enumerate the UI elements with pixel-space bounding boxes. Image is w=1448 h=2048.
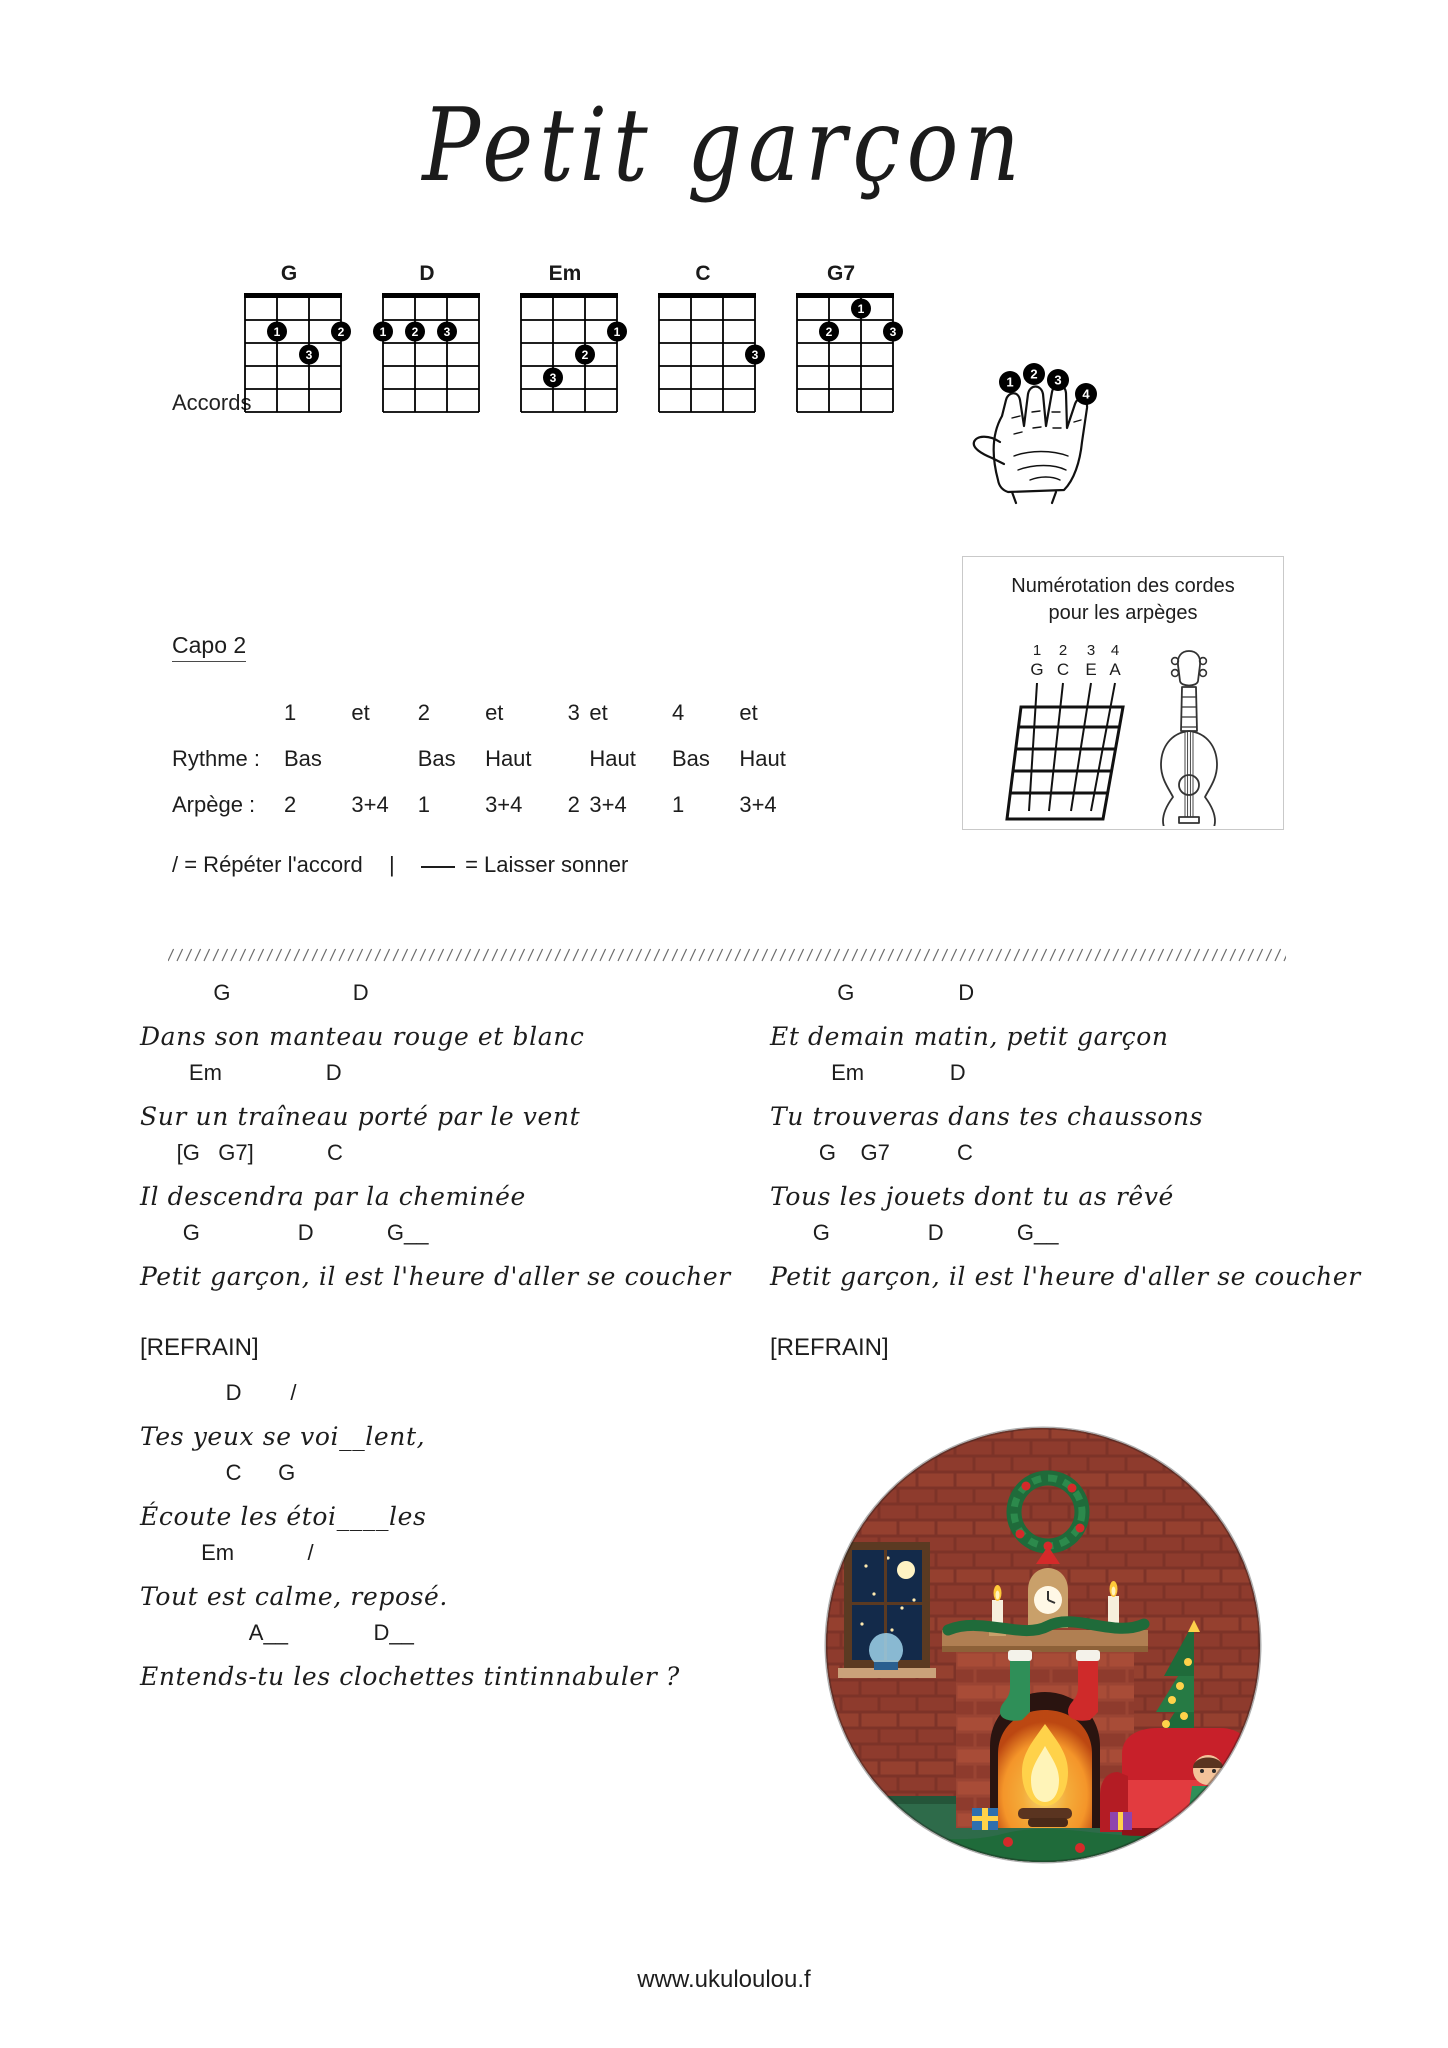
arpege-4: 2: [567, 792, 580, 817]
lyrics-column-right: [770, 980, 1410, 1380]
lyric-line: Et demain matin, petit garçon: [770, 1022, 1169, 1051]
string-box-illustration: [963, 641, 1283, 826]
string-box-title-line2: pour les arpèges: [1048, 602, 1198, 624]
chord-name: C: [695, 262, 711, 285]
arpege-7: 3+4: [739, 792, 777, 817]
chord-grid: [511, 291, 619, 420]
verse-right: [770, 980, 1410, 1300]
beat-0: 1: [284, 700, 297, 725]
beat-3: et: [485, 700, 504, 725]
rythme-2: Bas: [417, 746, 456, 771]
svg-text:1: 1: [1032, 642, 1042, 659]
rythme-6: Bas: [671, 746, 710, 771]
legend-pipe: |: [388, 852, 395, 877]
lyric-line: Entends-tu les clochettes tintinnabuler ?: [140, 1662, 680, 1691]
lyric-line: Petit garçon, il est l'heure d'aller se coucher: [140, 1262, 731, 1291]
chord-diagram-g7: [776, 262, 906, 420]
string-box-title-line1: Numérotation des cordes: [1011, 575, 1235, 597]
lyric-line: Dans son manteau rouge et blanc: [140, 1022, 585, 1051]
rythme-5: Haut: [589, 746, 636, 771]
sustain-underscore-icon: [421, 866, 455, 868]
chord-line: C G: [140, 1460, 296, 1485]
string-numbering-box: [962, 556, 1284, 830]
beat-2: 2: [417, 700, 430, 725]
footer-url: www.ukuloulou.f: [637, 1966, 811, 1993]
lyric-line: Écoute les étoi____les: [140, 1502, 427, 1531]
svg-text:1: 1: [613, 324, 621, 339]
beat-7: et: [739, 700, 758, 725]
legend-repeat: / = Répéter l'accord: [172, 852, 363, 877]
svg-text:1: 1: [857, 301, 865, 316]
chord-line: A__ D__: [140, 1620, 414, 1645]
svg-text:1: 1: [379, 324, 387, 339]
lyric-line: Sur un traîneau porté par le vent: [140, 1102, 581, 1131]
arpege-5: 3+4: [589, 792, 627, 817]
svg-text:2: 2: [1030, 366, 1038, 382]
svg-text:2: 2: [411, 324, 419, 339]
lyric-line: Tes yeux se voi__lent,: [140, 1422, 426, 1451]
lyrics-column-left: [140, 980, 780, 1706]
lyric-line: Tu trouveras dans tes chaussons: [770, 1102, 1204, 1131]
chord-line: G D: [140, 980, 369, 1005]
beat-6: 4: [671, 700, 685, 725]
chord-diagram-g: [224, 262, 354, 420]
zigzag-divider: [168, 946, 1286, 964]
svg-text:1: 1: [273, 324, 281, 339]
chord-diagram-d: [362, 262, 492, 420]
rythme-0: Bas: [284, 746, 322, 771]
arpege-row: [172, 782, 822, 828]
svg-text:2: 2: [581, 347, 589, 362]
rythme-label: Rythme :: [172, 746, 261, 771]
legend-sustain: = Laisser sonner: [465, 852, 629, 877]
rhythm-grid: [172, 690, 822, 828]
beat-4: 3: [567, 700, 580, 725]
accords-label: Accords: [172, 390, 252, 415]
chord-line: G D G__: [140, 1220, 429, 1245]
rhythm-table: [172, 690, 852, 828]
svg-text:2: 2: [337, 324, 345, 339]
refrain-label-right: [REFRAIN]: [770, 1334, 889, 1361]
string-box-title: [963, 557, 1283, 627]
chord-line: D /: [140, 1380, 297, 1405]
rythme-3: Haut: [485, 746, 532, 771]
svg-text:3: 3: [443, 324, 451, 339]
svg-text:C: C: [1056, 660, 1070, 679]
svg-text:A: A: [1109, 660, 1121, 679]
svg-text:3: 3: [1054, 372, 1062, 388]
chord-line: G D: [770, 980, 975, 1005]
svg-text:2: 2: [1058, 642, 1068, 659]
chord-diagrams-section: [0, 262, 1448, 442]
chord-diagram-em: [500, 262, 630, 420]
chord-name: Em: [548, 262, 582, 285]
lyric-line: Tout est calme, reposé.: [140, 1582, 448, 1611]
beats-row: [172, 690, 822, 736]
beats-row-label: [172, 690, 284, 736]
rythme-1: [351, 736, 417, 782]
refrain-label-left: [REFRAIN]: [140, 1334, 259, 1361]
lyric-line: Il descendra par la cheminée: [140, 1182, 526, 1211]
notation-legend: [172, 852, 628, 878]
beat-1: et: [351, 700, 370, 725]
svg-text:3: 3: [889, 324, 897, 339]
chord-grid: [235, 291, 343, 420]
arpege-6: 1: [671, 792, 685, 817]
arpege-label: Arpège :: [172, 792, 256, 817]
lyric-line: Tous les jouets dont tu as rêvé: [770, 1182, 1174, 1211]
chord-line: Em /: [140, 1540, 314, 1565]
svg-text:4: 4: [1082, 386, 1090, 402]
svg-text:2: 2: [825, 324, 833, 339]
verse-left: [140, 980, 780, 1300]
svg-text:E: E: [1085, 660, 1097, 679]
chord-line: Em D: [140, 1060, 342, 1085]
refrain-left: [140, 1380, 780, 1700]
svg-text:3: 3: [1086, 642, 1096, 659]
arpege-0: 2: [284, 792, 297, 817]
rythme-7: Haut: [739, 746, 786, 771]
chord-line: [G G7] C: [140, 1140, 343, 1165]
chord-name: G: [280, 262, 298, 285]
svg-text:G: G: [1030, 660, 1044, 679]
capo-label: Capo 2: [172, 632, 246, 662]
fireplace-illustration: [822, 1424, 1264, 1866]
svg-text:3: 3: [305, 347, 313, 362]
hand-diagram: [960, 330, 1130, 505]
page-title: Petit garçon: [422, 87, 1026, 205]
chord-name: D: [419, 262, 435, 285]
chord-line: G D G__: [770, 1220, 1059, 1245]
chord-line: G G7 C: [770, 1140, 973, 1165]
arpege-1: 3+4: [351, 792, 389, 817]
rythme-row: [172, 736, 822, 782]
svg-text:3: 3: [751, 347, 759, 362]
beat-5: et: [589, 700, 608, 725]
svg-text:1: 1: [1006, 374, 1014, 390]
chord-name: G7: [826, 262, 855, 285]
lyric-line: Petit garçon, il est l'heure d'aller se coucher: [770, 1262, 1361, 1291]
chord-grid: [787, 291, 895, 420]
svg-text:4: 4: [1110, 642, 1120, 659]
chord-diagram-c: [638, 262, 768, 420]
arpege-3: 3+4: [485, 792, 523, 817]
svg-text:3: 3: [549, 370, 557, 385]
chord-grid: [373, 291, 481, 420]
rythme-4: [568, 736, 590, 782]
arpege-2: 1: [417, 792, 430, 817]
chord-line: Em D: [770, 1060, 966, 1085]
chord-grid: [649, 291, 757, 420]
